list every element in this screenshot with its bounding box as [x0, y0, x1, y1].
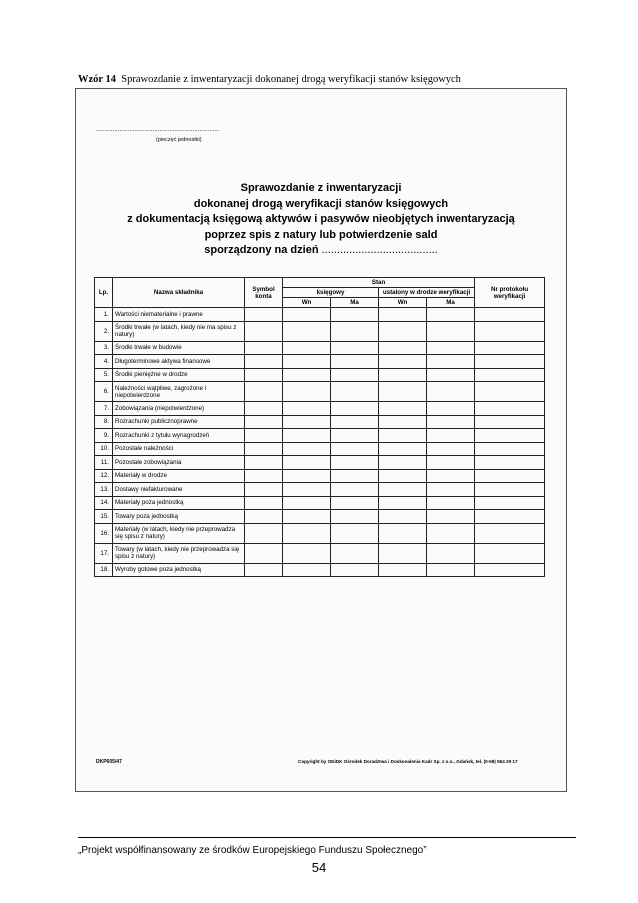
empty-cell — [475, 341, 545, 355]
empty-cell — [427, 382, 475, 402]
empty-cell — [331, 483, 379, 497]
empty-cell — [245, 429, 283, 443]
empty-cell — [245, 469, 283, 483]
table-row — [95, 563, 545, 577]
row-name: Zobowiązania (niepotwierdzone) — [113, 402, 245, 416]
title-line: z dokumentacją księgową aktywów i pasywów nieobjętych inwentaryzacją — [127, 213, 515, 225]
empty-cell — [475, 510, 545, 524]
empty-cell — [475, 442, 545, 456]
empty-cell — [379, 321, 427, 341]
empty-cell — [245, 510, 283, 524]
row-name: Pozostałe zobowiązania — [113, 456, 245, 470]
empty-cell — [475, 496, 545, 510]
header-stan: Stan — [283, 278, 475, 288]
empty-cell — [331, 321, 379, 341]
empty-cell — [379, 543, 427, 563]
empty-cell — [427, 355, 475, 369]
title-line: dokonanej drogą weryfikacji stanów księgowych — [193, 197, 449, 210]
empty-cell — [283, 510, 331, 524]
row-lp: 5. — [95, 368, 113, 382]
footer-rule — [78, 837, 576, 838]
empty-cell — [283, 483, 331, 497]
empty-cell — [379, 429, 427, 443]
empty-cell — [379, 563, 427, 577]
empty-cell — [379, 469, 427, 483]
row-lp: 18. — [95, 563, 113, 577]
empty-cell — [245, 308, 283, 322]
empty-cell — [283, 442, 331, 456]
empty-cell — [427, 368, 475, 382]
empty-cell — [475, 308, 545, 322]
row-name: Wyroby gotowe poza jednostką — [113, 563, 245, 577]
empty-cell — [331, 563, 379, 577]
empty-cell — [331, 469, 379, 483]
empty-cell — [379, 523, 427, 543]
empty-cell — [427, 469, 475, 483]
empty-cell — [475, 415, 545, 429]
table-row — [95, 496, 545, 510]
empty-cell — [379, 355, 427, 369]
row-name: Materiały w drodze — [113, 469, 245, 483]
table-row — [95, 469, 545, 483]
empty-cell — [379, 442, 427, 456]
empty-cell — [283, 543, 331, 563]
empty-cell — [283, 402, 331, 416]
empty-cell — [245, 321, 283, 341]
table-row — [95, 442, 545, 456]
empty-cell — [475, 382, 545, 402]
stamp-dots: .......................................................................... — [96, 127, 220, 133]
table-row — [95, 368, 545, 382]
empty-cell — [245, 483, 283, 497]
empty-cell — [331, 456, 379, 470]
table-row — [95, 382, 545, 402]
header-wn: Wn — [379, 298, 427, 308]
table-row — [95, 402, 545, 416]
header-ustalony: ustalony w drodze weryfikacji — [379, 288, 475, 298]
empty-cell — [245, 563, 283, 577]
empty-cell — [475, 429, 545, 443]
table-row — [95, 510, 545, 524]
table-body — [95, 308, 545, 577]
empty-cell — [245, 543, 283, 563]
empty-cell — [245, 415, 283, 429]
row-lp: 11. — [95, 456, 113, 470]
empty-cell — [283, 429, 331, 443]
row-lp: 14. — [95, 496, 113, 510]
row-lp: 10. — [95, 442, 113, 456]
table-row — [95, 543, 545, 563]
empty-cell — [283, 355, 331, 369]
empty-cell — [427, 456, 475, 470]
empty-cell — [379, 510, 427, 524]
empty-cell — [475, 483, 545, 497]
row-lp: 8. — [95, 415, 113, 429]
table-row — [95, 415, 545, 429]
empty-cell — [245, 341, 283, 355]
table-row — [95, 321, 545, 341]
empty-cell — [427, 402, 475, 416]
header-ma: Ma — [427, 298, 475, 308]
empty-cell — [283, 496, 331, 510]
row-lp: 16. — [95, 523, 113, 543]
empty-cell — [379, 308, 427, 322]
empty-cell — [427, 543, 475, 563]
empty-cell — [331, 543, 379, 563]
empty-cell — [331, 382, 379, 402]
empty-cell — [379, 368, 427, 382]
empty-cell — [475, 456, 545, 470]
empty-cell — [331, 523, 379, 543]
empty-cell — [475, 523, 545, 543]
empty-cell — [427, 341, 475, 355]
table-row — [95, 341, 545, 355]
empty-cell — [331, 368, 379, 382]
form-code: DKP605/47 — [96, 759, 122, 765]
row-name: Rozrachunki z tytułu wynagrodzeń — [113, 429, 245, 443]
table-row — [95, 483, 545, 497]
empty-cell — [283, 563, 331, 577]
empty-cell — [379, 382, 427, 402]
empty-cell — [331, 402, 379, 416]
row-lp: 13. — [95, 483, 113, 497]
form-title — [76, 181, 566, 259]
header-ma: Ma — [331, 298, 379, 308]
empty-cell — [379, 341, 427, 355]
row-lp: 12. — [95, 469, 113, 483]
empty-cell — [331, 496, 379, 510]
empty-cell — [245, 355, 283, 369]
empty-cell — [331, 415, 379, 429]
caption-text: Sprawozdanie z inwentaryzacji dokonanej drogą weryfikacji stanów księgowych — [121, 74, 461, 85]
empty-cell — [283, 469, 331, 483]
row-name: Materiały (w latach, kiedy nie przeprowadza się spisu z natury) — [113, 523, 245, 543]
row-lp: 17. — [95, 543, 113, 563]
empty-cell — [427, 321, 475, 341]
empty-cell — [427, 496, 475, 510]
stamp-label: (pieczęć jednostki) — [156, 137, 202, 143]
empty-cell — [331, 510, 379, 524]
page-number: 54 — [311, 860, 327, 875]
empty-cell — [475, 321, 545, 341]
empty-cell — [379, 496, 427, 510]
empty-cell — [245, 523, 283, 543]
row-name: Towary poza jednostką — [113, 510, 245, 524]
empty-cell — [245, 456, 283, 470]
empty-cell — [379, 415, 427, 429]
row-lp: 9. — [95, 429, 113, 443]
title-line: poprzez spis z natury lub potwierdzenie sald — [204, 228, 438, 241]
header-lp: Lp. — [95, 278, 113, 308]
empty-cell — [427, 308, 475, 322]
empty-cell — [427, 510, 475, 524]
row-name: Długoterminowe aktywa finansowe — [113, 355, 245, 369]
empty-cell — [283, 308, 331, 322]
table-row — [95, 355, 545, 369]
empty-cell — [379, 402, 427, 416]
empty-cell — [475, 563, 545, 577]
row-name: Środki trwałe w budowie — [113, 341, 245, 355]
title-line-date: sporządzony na dzień ...................................... — [204, 244, 438, 256]
empty-cell — [427, 442, 475, 456]
caption-label: Wzór 14 — [78, 74, 117, 85]
row-name: Rozrachunki publicznoprawne — [113, 415, 245, 429]
empty-cell — [283, 415, 331, 429]
row-lp: 4. — [95, 355, 113, 369]
empty-cell — [475, 469, 545, 483]
scanned-form — [75, 88, 567, 792]
row-name: Pozostałe należności — [113, 442, 245, 456]
empty-cell — [245, 368, 283, 382]
row-lp: 2. — [95, 321, 113, 341]
empty-cell — [331, 429, 379, 443]
table-row — [95, 456, 545, 470]
row-lp: 6. — [95, 382, 113, 402]
empty-cell — [331, 341, 379, 355]
empty-cell — [475, 543, 545, 563]
empty-cell — [331, 308, 379, 322]
header-ksiegowy: księgowy — [283, 288, 379, 298]
empty-cell — [245, 382, 283, 402]
empty-cell — [331, 355, 379, 369]
empty-cell — [427, 483, 475, 497]
form-copyright: Copyright by ODiDK Ośrodek Doradztwa i Doskonalenia Kadr Sp. z o.o., Gdańsk, tel. (0-58) 554 29 17 — [298, 759, 518, 764]
empty-cell — [283, 341, 331, 355]
empty-cell — [245, 496, 283, 510]
empty-cell — [283, 368, 331, 382]
header-name: Nazwa składnika — [113, 278, 245, 308]
empty-cell — [283, 456, 331, 470]
empty-cell — [475, 402, 545, 416]
empty-cell — [427, 563, 475, 577]
title-line: Sprawozdanie z inwentaryzacji — [240, 182, 402, 194]
table-row — [95, 429, 545, 443]
header-protokol: Nr protokołu weryfikacji — [475, 278, 545, 308]
empty-cell — [379, 483, 427, 497]
row-name: Wartości niematerialne i prawne — [113, 308, 245, 322]
empty-cell — [245, 442, 283, 456]
funding-note: „Projekt współfinansowany ze środków Europejskiego Funduszu Społecznego” — [78, 845, 427, 856]
empty-cell — [427, 429, 475, 443]
row-name: Należności wątpliwe, zagrożone i niepotwierdzone — [113, 382, 245, 402]
empty-cell — [283, 321, 331, 341]
row-name: Materiały poza jednostką — [113, 496, 245, 510]
empty-cell — [427, 415, 475, 429]
row-lp: 3. — [95, 341, 113, 355]
row-lp: 15. — [95, 510, 113, 524]
header-symbol: Symbol konta — [245, 278, 283, 308]
empty-cell — [283, 523, 331, 543]
empty-cell — [427, 523, 475, 543]
empty-cell — [475, 355, 545, 369]
empty-cell — [283, 382, 331, 402]
empty-cell — [245, 402, 283, 416]
row-name: Środki pieniężne w drodze — [113, 368, 245, 382]
row-name: Towary (w latach, kiedy nie przeprowadza się spisu z natury) — [113, 543, 245, 563]
row-lp: 7. — [95, 402, 113, 416]
row-name: Dostawy niefakturowane — [113, 483, 245, 497]
empty-cell — [379, 456, 427, 470]
document-caption — [78, 74, 461, 85]
inventory-table — [94, 277, 545, 577]
table-row — [95, 523, 545, 543]
table-row — [95, 308, 545, 322]
header-wn: Wn — [283, 298, 331, 308]
empty-cell — [475, 368, 545, 382]
empty-cell — [331, 442, 379, 456]
row-lp: 1. — [95, 308, 113, 322]
row-name: Środki trwałe (w latach, kiedy nie ma spisu z natury) — [113, 321, 245, 341]
